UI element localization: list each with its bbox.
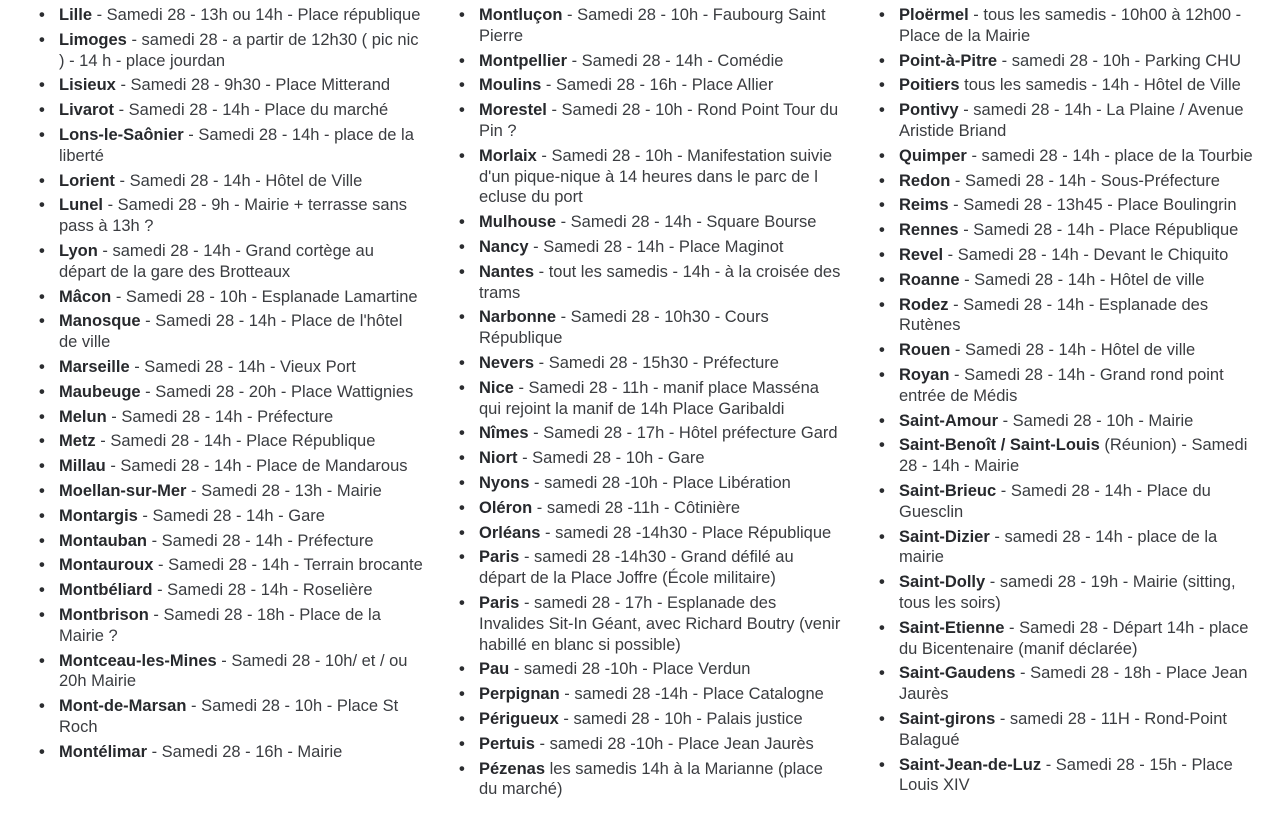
city-name: Melun: [59, 407, 107, 426]
item-details: - Samedi 28 - 14h - Vieux Port: [129, 357, 356, 376]
list-item: [456, 498, 843, 519]
item-details: - Samedi 28 - 11h - manif place Masséna qui rejoint la manif de 14h Place Garibaldi: [479, 378, 819, 418]
city-name: Marseille: [59, 357, 130, 376]
item-details: - Samedi 28 - 17h - Hôtel préfecture Gard: [528, 424, 838, 443]
item-details: - Samedi 28 - 10h - Rond Point Tour du Pin ?: [479, 101, 839, 140]
item-details: - Samedi 28 - 18h - Place Jean Jaurès: [899, 664, 1248, 704]
item-details: - Samedi 28 - 10h - Esplanade Lamartine: [111, 287, 418, 306]
city-name: Saint-Gaudens: [899, 664, 1016, 683]
item-details: - samedi 28 -10h - Place Jean Jaurès: [534, 734, 814, 753]
list-item: [876, 5, 1263, 47]
item-details: - Samedi 28 - 14h - Place République: [958, 221, 1239, 240]
city-name: Point-à-Pitre: [899, 51, 998, 70]
list-item: [456, 659, 843, 680]
item-details: - Samedi 28 - 10h - Place St Roch: [59, 697, 399, 736]
item-details: - samedi 28 -10h - Place Libération: [529, 473, 791, 492]
city-name: Saint-Amour: [899, 411, 998, 430]
item-details: - samedi 28 -10h - Place Verdun: [509, 660, 751, 679]
list-item: [36, 456, 423, 477]
item-details: - samedi 28 -14h - Place Catalogne: [559, 685, 824, 704]
list-item: [456, 547, 843, 589]
city-name: Paris: [479, 593, 520, 612]
list-item: [36, 407, 423, 428]
column-3: [876, 5, 1263, 800]
city-name: Moulins: [479, 76, 542, 95]
city-name: Lunel: [59, 196, 103, 215]
list-item: [36, 651, 423, 693]
list-item: [876, 340, 1263, 361]
list-item: [36, 287, 423, 308]
item-details: - Samedi 28 - 10h/ et / ou 20h Mairie: [59, 651, 408, 691]
item-details: - Samedi 28 - 14h - Préfecture: [147, 531, 374, 550]
city-name: Montauban: [59, 531, 147, 550]
city-name: Montbéliard: [59, 581, 153, 600]
list-item: [876, 481, 1263, 523]
item-details: - Samedi 28 - 14h - Grand rond point entrée de Médis: [899, 365, 1224, 405]
list-item: [36, 311, 423, 353]
city-name: Maubeuge: [59, 382, 141, 401]
item-details: - Samedi 28 - 13h ou 14h - Place république: [92, 6, 421, 24]
city-name: Ploërmel: [899, 6, 969, 24]
list-item: [876, 100, 1263, 142]
list-item: [456, 448, 843, 469]
list-item: [36, 531, 423, 552]
list-item: [456, 593, 843, 655]
list-item: [456, 75, 843, 96]
item-details: - Samedi 28 - 16h - Place Allier: [541, 76, 774, 95]
list-item: [36, 100, 423, 121]
column-1: [36, 5, 423, 767]
item-details: - Samedi 28 - 10h - Faubourg Saint Pierre: [479, 6, 826, 45]
item-details: - samedi 28 - 10h - Palais justice: [558, 709, 803, 728]
list-item: [36, 506, 423, 527]
list-item: [876, 295, 1263, 337]
city-name: Pontivy: [899, 101, 959, 120]
list-item: [876, 435, 1263, 477]
list-item: [876, 195, 1263, 216]
list-item: [36, 742, 423, 763]
list-item: [456, 146, 843, 208]
item-details: - samedi 28 -14h30 - Place République: [540, 523, 832, 542]
list-item: [36, 30, 423, 72]
list-item: [36, 5, 423, 26]
city-name: Saint-girons: [899, 709, 996, 728]
city-name: Redon: [899, 171, 951, 190]
item-details: - samedi 28 - 10h - Parking CHU: [997, 51, 1242, 70]
list-item: [876, 755, 1263, 797]
list-item: [456, 353, 843, 374]
item-details: - Samedi 28 - 15h - Place Louis XIV: [899, 755, 1233, 795]
item-details: - samedi 28 - 14h - La Plaine / Avenue Aristide Briand: [899, 101, 1244, 140]
city-name: Pertuis: [479, 734, 535, 753]
city-name: Nevers: [479, 353, 535, 372]
list-item: [456, 684, 843, 705]
list-item: [876, 709, 1263, 751]
city-name: Reims: [899, 196, 949, 215]
list-item: [36, 357, 423, 378]
list-item: [36, 696, 423, 738]
city-name: Moellan-sur-Mer: [59, 481, 187, 500]
city-name: Metz: [59, 432, 96, 451]
city-name: Rodez: [899, 295, 949, 314]
city-name: Montceau-les-Mines: [59, 651, 217, 670]
city-name: Morestel: [479, 101, 547, 120]
list-item: [876, 75, 1263, 96]
item-details: (Réunion) - Samedi 28 - 14h - Mairie: [899, 436, 1248, 476]
list-item: [456, 5, 843, 47]
list-item: [36, 431, 423, 452]
city-name: Montluçon: [479, 6, 563, 24]
item-details: tous les samedis - 14h - Hôtel de Ville: [959, 76, 1241, 95]
city-name: Nîmes: [479, 424, 529, 443]
list-item: [36, 195, 423, 237]
item-details: - Samedi 28 - Départ 14h - place du Bicentenaire (manif déclarée): [899, 618, 1249, 658]
city-name: Saint-Brieuc: [899, 481, 997, 500]
list-item: [36, 75, 423, 96]
city-name: Lorient: [59, 171, 115, 190]
item-details: - Samedi 28 - 10h - Gare: [517, 449, 705, 468]
list-item: [36, 605, 423, 647]
list-item: [456, 212, 843, 233]
city-name: Nice: [479, 378, 514, 397]
item-details: - Samedi 28 - 14h - Hôtel de ville: [950, 341, 1196, 360]
list-item: [456, 473, 843, 494]
city-name: Narbonne: [479, 308, 557, 327]
list-item: [36, 555, 423, 576]
item-details: - Samedi 28 - 9h - Mairie + terrasse sans pass à 13h ?: [59, 196, 407, 236]
city-name: Saint-Dizier: [899, 527, 990, 546]
list-item: [36, 241, 423, 283]
list-item: [876, 270, 1263, 291]
city-name: Manosque: [59, 312, 141, 331]
city-name: Lyon: [59, 241, 98, 260]
city-name: Pézenas: [479, 759, 546, 778]
item-details: - Samedi 28 - 9h30 - Place Mitterand: [115, 76, 391, 95]
item-details: - Samedi 28 - 14h - Esplanade des Rutènes: [899, 295, 1209, 335]
item-details: - Samedi 28 - 20h - Place Wattignies: [140, 382, 414, 401]
item-details: - samedi 28 - 14h - place de la mairie: [899, 527, 1218, 567]
item-details: - Samedi 28 - 14h - Square Bourse: [556, 213, 817, 232]
city-name: Saint-Jean-de-Luz: [899, 755, 1042, 774]
list-item: [36, 382, 423, 403]
item-details: - Samedi 28 - 10h30 - Cours République: [479, 308, 769, 348]
item-details: - samedi 28 - 14h - Grand cortège au départ de la gare des Brotteaux: [59, 241, 374, 281]
item-details: - Samedi 28 - 14h - Hôtel de Ville: [114, 171, 363, 190]
city-name: Nancy: [479, 237, 529, 256]
list-item: [456, 759, 843, 801]
city-name: Roanne: [899, 270, 960, 289]
list-item: [456, 51, 843, 72]
item-details: - Samedi 28 - 13h - Mairie: [186, 481, 382, 500]
city-name: Montélimar: [59, 742, 148, 761]
item-details: - Samedi 28 - 10h - Manifestation suivie d'un pique-nique à 14 heures dans le parc de l ecluse du port: [479, 146, 833, 207]
city-name: Rennes: [899, 221, 959, 240]
city-name: Lisieux: [59, 76, 116, 95]
item-details: les samedis 14h à la Marianne (place du marché): [479, 759, 823, 799]
item-details: - Samedi 28 - 14h - Place République: [95, 432, 376, 451]
city-name: Millau: [59, 457, 106, 476]
city-name: Lons-le-Saônier: [59, 125, 184, 144]
item-details: - Samedi 28 - 10h - Mairie: [998, 411, 1194, 430]
city-name: Lille: [59, 6, 93, 24]
item-details: - samedi 28 - 11H - Rond-Point Balagué: [899, 709, 1227, 749]
item-details: - Samedi 28 - 13h45 - Place Boulingrin: [948, 196, 1237, 215]
item-details: - Samedi 28 - 14h - Terrain brocante: [153, 556, 423, 575]
list-item: [456, 423, 843, 444]
item-details: - tous les samedis - 10h00 à 12h00 - Place de la Mairie: [899, 6, 1242, 45]
list-item: [456, 734, 843, 755]
item-details: - Samedi 28 - 14h - Place du Guesclin: [899, 481, 1211, 521]
list-item: [876, 220, 1263, 241]
city-name: Mulhouse: [479, 213, 556, 232]
list-item: [876, 51, 1263, 72]
item-details: - samedi 28 -14h30 - Grand défilé au départ de la Place Joffre (École militaire): [479, 548, 794, 588]
item-details: - samedi 28 - 19h - Mairie (sitting, tous les soirs): [899, 573, 1236, 612]
item-details: - Samedi 28 - 16h - Mairie: [147, 742, 343, 761]
item-details: - Samedi 28 - 14h - Gare: [137, 506, 325, 525]
list-item: [36, 580, 423, 601]
item-details: - Samedi 28 - 14h - Sous-Préfecture: [950, 171, 1220, 190]
item-details: - Samedi 28 - 14h - Comédie: [567, 51, 784, 70]
item-details: - samedi 28 - a partir de 12h30 ( pic nic ) - 14 h - place jourdan: [59, 30, 419, 70]
list-item: [36, 125, 423, 167]
item-details: - tout les samedis - 14h - à la croisée des trams: [479, 262, 841, 302]
column-2: [456, 5, 843, 804]
list-item: [456, 378, 843, 420]
item-details: - Samedi 28 - 14h - Place Maginot: [528, 237, 784, 256]
city-name: Montbrison: [59, 605, 149, 624]
item-details: - Samedi 28 - 15h30 - Préfecture: [534, 353, 779, 372]
item-details: - Samedi 28 - 14h - Préfecture: [106, 407, 334, 426]
list-item: [36, 171, 423, 192]
list-item: [36, 481, 423, 502]
list-item: [876, 411, 1263, 432]
item-details: - Samedi 28 - 18h - Place de la Mairie ?: [59, 605, 381, 645]
list-item: [456, 523, 843, 544]
list-item: [876, 365, 1263, 407]
item-details: - samedi 28 -11h - Côtinière: [532, 498, 741, 517]
list-item: [456, 100, 843, 142]
city-name: Saint-Benoît / Saint-Louis: [899, 436, 1100, 455]
list-item: [876, 618, 1263, 660]
city-name: Revel: [899, 245, 944, 264]
city-name: Niort: [479, 449, 518, 468]
city-name: Oléron: [479, 498, 533, 517]
list-item: [876, 572, 1263, 614]
list-item: [876, 527, 1263, 569]
city-name: Paris: [479, 548, 520, 567]
city-name: Périgueux: [479, 709, 559, 728]
list-item: [876, 146, 1263, 167]
item-details: - samedi 28 - 17h - Esplanade des Invalides Sit-In Géant, avec Richard Boutry (venir habillé en blanc si possible): [479, 593, 841, 654]
list-item: [456, 262, 843, 304]
city-name: Montargis: [59, 506, 138, 525]
city-name: Limoges: [59, 30, 127, 49]
list-item: [876, 171, 1263, 192]
city-name: Rouen: [899, 341, 951, 360]
list-item: [456, 307, 843, 349]
city-name: Livarot: [59, 101, 115, 120]
item-details: - Samedi 28 - 14h - Roselière: [152, 581, 373, 600]
item-details: - Samedi 28 - 14h - place de la liberté: [59, 125, 414, 165]
city-name: Mâcon: [59, 287, 112, 306]
city-name: Orléans: [479, 523, 541, 542]
list-item: [876, 245, 1263, 266]
city-name: Saint-Etienne: [899, 618, 1005, 637]
city-name: Nyons: [479, 473, 530, 492]
list-item: [456, 709, 843, 730]
item-details: - Samedi 28 - 14h - Devant le Chiquito: [943, 245, 1229, 264]
item-details: - samedi 28 - 14h - place de la Tourbie: [966, 146, 1253, 165]
city-name: Montauroux: [59, 556, 154, 575]
item-details: - Samedi 28 - 14h - Place de Mandarous: [105, 457, 408, 476]
list-item: [876, 663, 1263, 705]
item-details: - Samedi 28 - 14h - Place de l'hôtel de ville: [59, 312, 403, 352]
city-name: Saint-Dolly: [899, 573, 986, 592]
item-details: - Samedi 28 - 14h - Place du marché: [114, 101, 389, 120]
city-name: Mont-de-Marsan: [59, 697, 187, 716]
item-details: - Samedi 28 - 14h - Hôtel de ville: [959, 270, 1205, 289]
list-item: [456, 237, 843, 258]
city-name: Pau: [479, 660, 510, 679]
city-name: Quimper: [899, 146, 967, 165]
city-name: Royan: [899, 365, 950, 384]
city-name: Montpellier: [479, 51, 568, 70]
city-name: Morlaix: [479, 146, 537, 165]
city-name: Perpignan: [479, 685, 560, 704]
city-name: Poitiers: [899, 76, 960, 95]
city-name: Nantes: [479, 262, 535, 281]
